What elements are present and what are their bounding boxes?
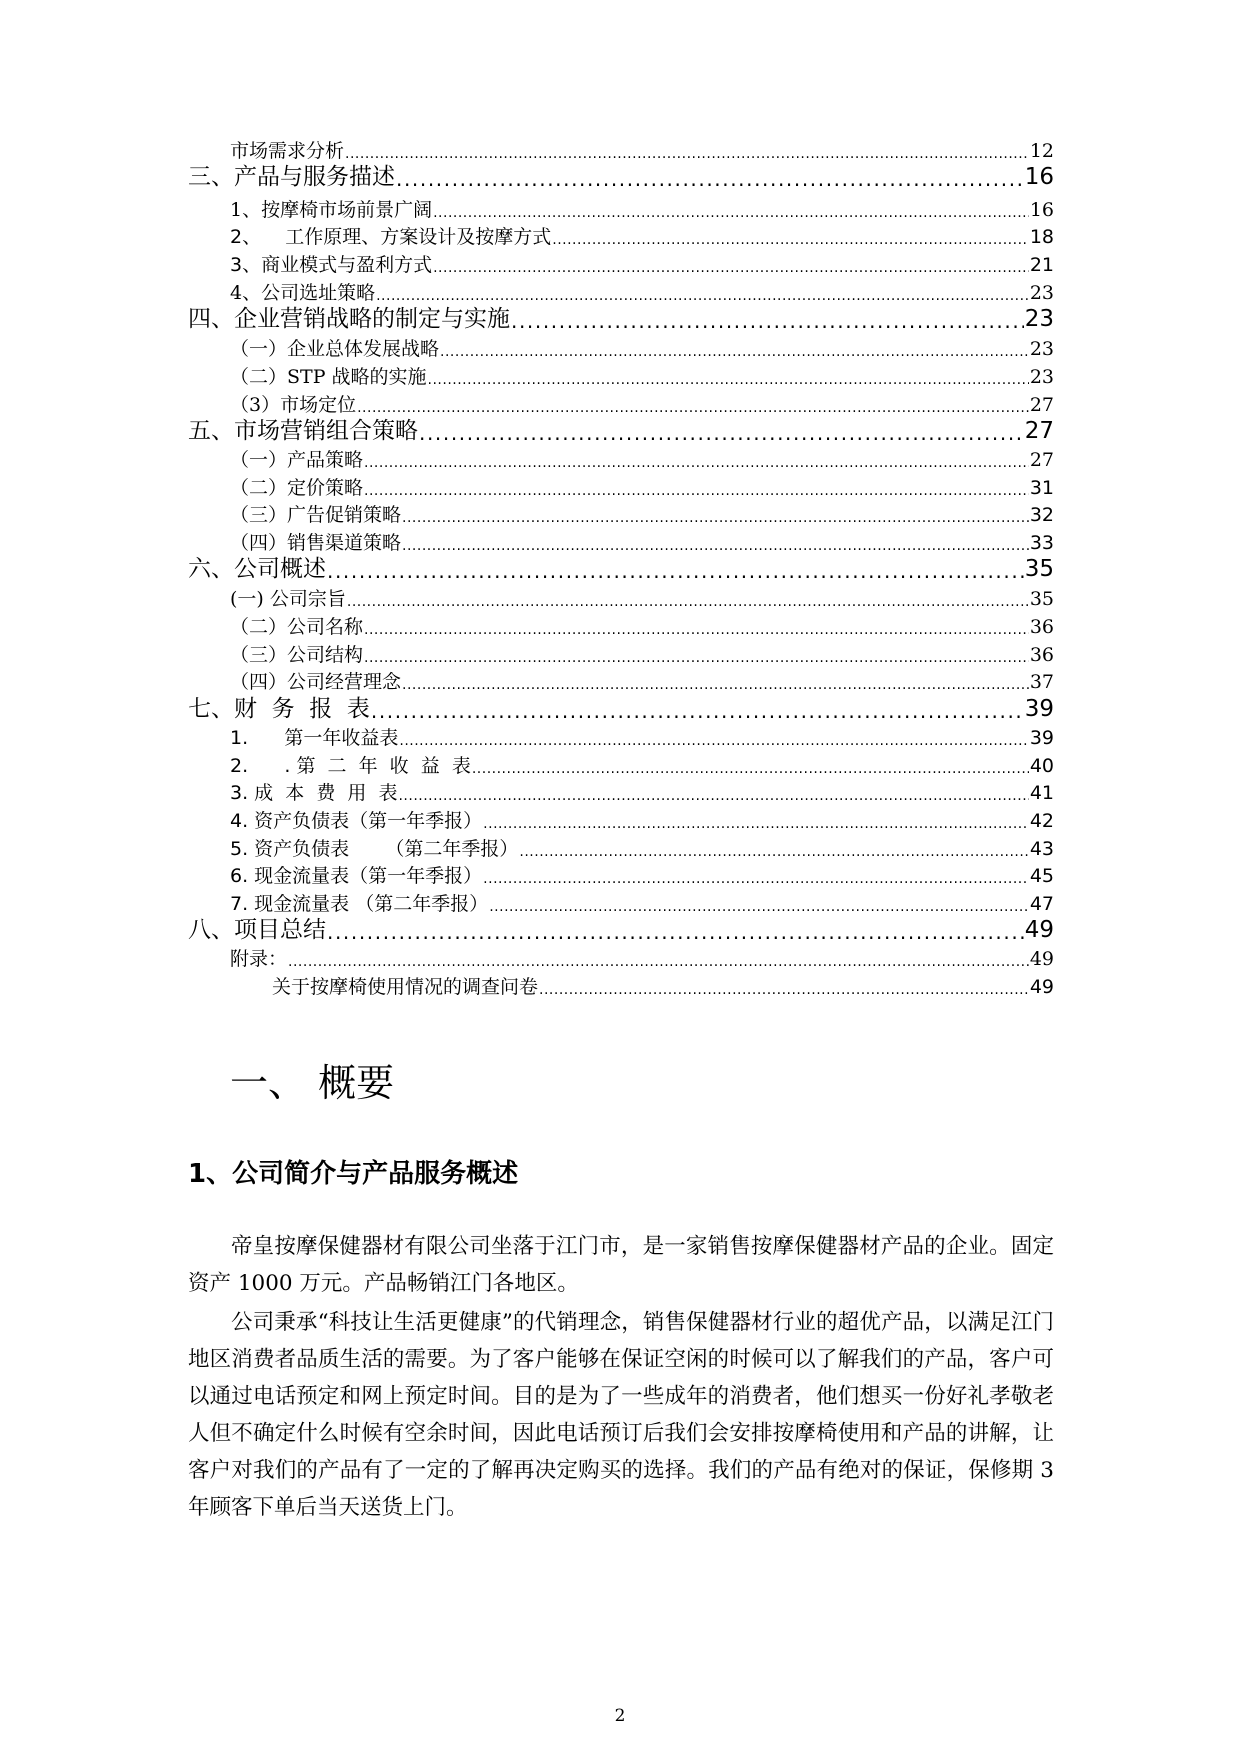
toc-entry-label: 五、市场营销组合策略 [188,418,418,444]
toc-dot-leader [371,701,1024,721]
toc-entry-label: （三）公司结构 [230,644,364,666]
toc-entry-page: 39 [1029,727,1054,749]
toc-entry-page: 36 [1029,616,1054,638]
toc-dot-leader [440,345,1029,359]
toc-entry-page: 32 [1029,504,1054,526]
toc-entry[interactable] [272,978,1054,997]
toc-entry[interactable] [230,479,1054,498]
toc-entry-label: 市场需求分析 [230,140,345,162]
toc-dot-leader [357,401,1029,415]
toc-entry[interactable] [230,284,1054,303]
toc-entry[interactable] [230,142,1054,161]
toc-entry[interactable] [230,867,1054,886]
toc-entry-page: 31 [1029,477,1054,499]
toc-dot-leader [428,373,1029,387]
toc-entry-label: （四）公司经营理念 [230,671,402,693]
toc-entry-page: 33 [1029,532,1054,554]
page-number: 2 [614,1706,626,1726]
toc-dot-leader [364,623,1029,637]
toc-entry-page: 47 [1029,893,1054,915]
toc-entry-label: 六、公司概述 [188,556,326,582]
toc-entry[interactable] [230,950,1054,969]
toc-dot-leader [327,922,1024,942]
toc-entry[interactable] [188,166,1054,189]
toc-dot-leader [402,539,1029,553]
toc-entry-page: 27 [1024,418,1054,444]
toc-entry-page: 49 [1029,948,1054,970]
toc-entry-page: 23 [1029,282,1054,304]
toc-entry[interactable] [188,420,1054,443]
toc-entry[interactable] [230,590,1054,609]
toc-entry-label: （二）公司名称 [230,616,364,638]
toc-dot-leader [402,678,1029,692]
toc-dot-leader [364,651,1029,665]
toc-entry[interactable] [230,618,1054,637]
toc-entry[interactable] [188,308,1054,331]
toc-entry-label: 附录： [230,948,288,970]
toc-entry-page: 35 [1024,556,1054,582]
toc-entry-label: 4. 资产负债表（第一年季报） [230,810,483,832]
toc-entry-page: 16 [1024,164,1054,190]
toc-entry-label: 关于按摩椅使用情况的调查问卷 [272,976,539,998]
toc-entry-page: 36 [1029,644,1054,666]
toc-entry-label: 6. 现金流量表（第一年季报） [230,865,483,887]
paragraph: 公司秉承“科技让生活更健康”的代销理念，销售保健器材行业的超优产品，以满足江门地区消费者品质生活的需要。为了客户能够在保证空闲的时候可以了解我们的产品，客户可以通过电话预定和网上预定时间。目的是为了一些成年的消费者，他们想买一份好礼孝敬老人但不确定什么时候有空余时间，因此电话预订后我们会安排按摩椅使用和产品的讲解，让客户对我们的产品有了一定的了解再决定购买的选择。我们的产品有绝对的保证，保修期 3 年顾客下单后当天送货上门。 [188,1310,1054,1520]
toc-entry-page: 23 [1029,338,1054,360]
toc-entry-label: 1、按摩椅市场前景广阔 [230,199,433,221]
toc-entry-label: 3、商业模式与盈利方式 [230,254,433,276]
section-heading: 一、 概要 [230,1061,395,1105]
toc-entry-label: 四、企业营销战略的制定与实施 [188,306,510,332]
toc-entry-page: 16 [1029,199,1054,221]
subsection-heading: 1、公司简介与产品服务概述 [188,1159,519,1189]
toc-entry[interactable] [188,698,1054,721]
toc-entry[interactable] [230,256,1054,275]
toc-entry[interactable] [188,919,1054,942]
toc-entry-page: 12 [1029,140,1054,162]
toc-entry[interactable] [230,534,1054,553]
toc-entry-label: （二）定价策略 [230,477,364,499]
paragraph: 帝皇按摩保健器材有限公司坐落于江门市，是一家销售按摩保健器材产品的企业。固定资产 1000 万元。产品畅销江门各地区。 [188,1234,1054,1296]
toc-dot-leader [552,233,1029,247]
toc-entry-page: 49 [1029,976,1054,998]
toc-entry[interactable] [230,673,1054,692]
toc-dot-leader [364,484,1029,498]
toc-entry-label: （一）企业总体发展战略 [230,338,440,360]
toc-entry-label: 7. 现金流量表 （第二年季报） [230,893,489,915]
toc-entry[interactable] [230,812,1054,831]
toc-entry[interactable] [188,558,1054,581]
toc-entry-label: 2、 工作原理、方案设计及按摩方式 [230,226,552,248]
toc-entry[interactable] [230,506,1054,525]
toc-entry[interactable] [230,451,1054,470]
toc-entry-page: 41 [1029,782,1054,804]
toc-entry-page: 23 [1024,306,1054,332]
toc-dot-leader [472,762,1029,776]
toc-dot-leader [433,261,1029,275]
toc-dot-leader [519,845,1028,859]
toc-entry-page: 35 [1029,588,1054,610]
toc-entry-page: 37 [1029,671,1054,693]
toc-dot-leader [489,900,1029,914]
toc-entry-label: 4、公司选址策略 [230,282,376,304]
toc-dot-leader [327,561,1024,581]
toc-entry[interactable] [230,368,1054,387]
toc-dot-leader [347,595,1029,609]
toc-entry-page: 27 [1029,449,1054,471]
toc-entry-label: （3）市场定位 [230,394,357,416]
toc-entry-page: 21 [1029,254,1054,276]
toc-dot-leader [483,817,1029,831]
toc-entry-label: 1. 第一年收益表 [230,727,399,749]
toc-dot-leader [396,169,1024,189]
toc-dot-leader [433,206,1029,220]
toc-entry-label: （一）产品策略 [230,449,364,471]
toc-entry-label: 5. 资产负债表 （第二年季报） [230,838,519,860]
toc-entry-page: 42 [1029,810,1054,832]
toc-entry-page: 43 [1029,838,1054,860]
toc-entry[interactable] [230,895,1054,914]
toc-entry-page: 39 [1024,696,1054,722]
toc-entry[interactable] [230,840,1054,859]
toc-entry[interactable] [230,396,1054,415]
toc-dot-leader [399,734,1028,748]
toc-entry-label: （三）广告促销策略 [230,504,402,526]
toc-dot-leader [402,511,1029,525]
toc-dot-leader [376,289,1029,303]
toc-entry[interactable] [230,784,1054,803]
toc-entry-page: 18 [1029,226,1054,248]
toc-entry[interactable] [230,201,1054,220]
toc-entry-page: 49 [1024,917,1054,943]
toc-entry-label: 2. . 第 二 年 收 益 表 [230,755,471,777]
toc-entry-label: 八、项目总结 [188,917,326,943]
toc-entry[interactable] [230,646,1054,665]
toc-entry-label: （二）STP 战略的实施 [230,366,427,388]
toc-entry-label: 3. 成 本 费 用 表 [230,782,398,804]
toc-entry[interactable] [230,757,1054,776]
toc-dot-leader [511,311,1024,331]
toc-entry-page: 27 [1029,394,1054,416]
toc-dot-leader [539,983,1029,997]
toc-entry[interactable] [230,340,1054,359]
toc-dot-leader [288,955,1029,969]
toc-entry[interactable] [230,729,1054,748]
toc-entry-label: (一) 公司宗旨 [230,588,346,610]
toc-entry-label: （四）销售渠道策略 [230,532,402,554]
toc-entry[interactable] [230,228,1054,247]
toc-entry-page: 23 [1029,366,1054,388]
toc-dot-leader [398,789,1028,803]
toc-dot-leader [419,423,1024,443]
toc-dot-leader [364,456,1029,470]
toc-dot-leader [345,147,1029,161]
toc-entry-page: 45 [1029,865,1054,887]
toc-entry-label: 七、财 务 报 表 [188,696,370,722]
toc-entry-page: 40 [1029,755,1054,777]
toc-entry-label: 三、产品与服务描述 [188,164,395,190]
body-text [188,1228,1054,1528]
toc-dot-leader [483,872,1029,886]
